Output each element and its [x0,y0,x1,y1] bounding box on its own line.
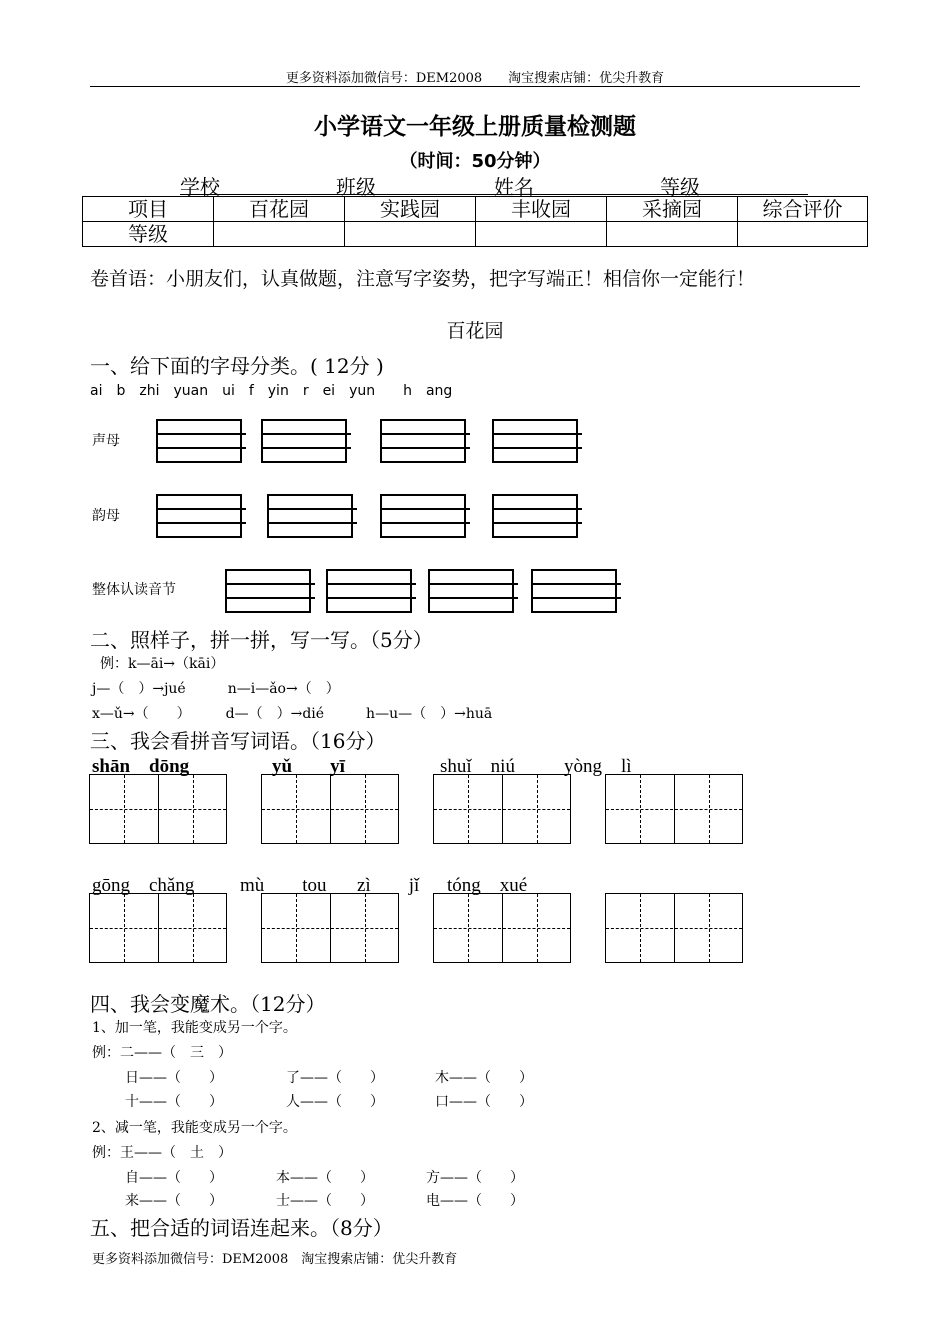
score-table [82,196,868,247]
score-cell[interactable] [214,222,345,247]
q4-item: 了——（ ） [286,1070,384,1086]
tianzige-grid[interactable] [433,774,571,844]
answer-box[interactable] [261,419,347,463]
class-label: 班级 [336,175,376,199]
score-cell[interactable] [738,222,868,247]
score-table-row-label: 等级 [83,222,214,247]
vowel-label: 韵母 [92,508,120,524]
answer-box[interactable] [267,494,353,538]
score-cell[interactable] [476,222,607,247]
tianzige-grid[interactable] [261,774,399,844]
score-table-header: 综合评价 [738,197,868,222]
q2-title: 二、照样子，拼一拼，写一写。（5分） [90,628,433,652]
q4-item: 电——（ ） [426,1193,524,1209]
q4-item: 十——（ ） [125,1094,223,1110]
section-title: 百花园 [446,320,504,342]
answer-box[interactable] [428,569,514,613]
score-table-grade-row [83,222,868,247]
tianzige-grid[interactable] [89,774,227,844]
page-subtitle: （时间：50分钟） [399,151,551,172]
answer-box[interactable] [326,569,412,613]
tianzige-grid[interactable] [605,774,743,844]
score-table-header: 项目 [83,197,214,222]
pinyin-label: yòng lì [564,756,632,777]
q4-item: 人——（ ） [286,1094,384,1110]
q4-example2: 例：王——（ 土 ） [92,1145,232,1161]
pinyin-label: gōng chǎng [92,875,195,896]
pinyin-label: mù tou [240,875,327,896]
grade-label: 等级 [660,175,700,199]
school-label: 学校 [180,175,220,199]
page-footer: 更多资料添加微信号：DEM2008 淘宝搜索店铺：优尖升教育 [92,1252,458,1267]
answer-box[interactable] [156,419,242,463]
pinyin-label: zì jǐ [357,875,420,896]
pinyin-label: tóng xué [447,875,528,896]
score-table-header-row [83,197,868,222]
page-title: 小学语文一年级上册质量检测题 [314,114,636,140]
answer-box[interactable] [225,569,311,613]
score-cell[interactable] [607,222,738,247]
answer-box[interactable] [531,569,617,613]
q4-item: 日——（ ） [125,1070,223,1086]
q4-item: 本——（ ） [276,1170,374,1186]
name-label: 姓名 [494,175,534,199]
q2-line2: x—ǔ→（ ） d—（ ）→dié h—u—（ ）→huā [92,706,493,722]
q4-item: 来——（ ） [125,1193,223,1209]
score-table-header: 百花园 [214,197,345,222]
info-underline [180,194,808,195]
q4-item: 自——（ ） [125,1170,223,1186]
answer-box[interactable] [492,419,578,463]
score-cell[interactable] [345,222,476,247]
tianzige-grid[interactable] [261,893,399,963]
q4-title: 四、我会变魔术。（12分） [90,992,326,1016]
header-rule [90,86,860,87]
q4-sub1: 1、加一笔，我能变成另一个字。 [92,1020,297,1036]
q1-letters: ai b zhi yuan ui f yin r ei yun h ang [90,383,453,399]
q4-item: 口——（ ） [435,1094,533,1110]
score-table-header: 采摘园 [607,197,738,222]
preface: 卷首语：小朋友们，认真做题，注意写字姿势，把字写端正！相信你一定能行！ [90,268,756,290]
score-table-header: 丰收园 [476,197,607,222]
page-header: 更多资料添加微信号：DEM2008 淘宝搜索店铺：优尖升教育 [285,71,665,86]
tianzige-grid[interactable] [605,893,743,963]
answer-box[interactable] [380,419,466,463]
answer-box[interactable] [380,494,466,538]
tianzige-grid[interactable] [89,893,227,963]
q3-title: 三、我会看拼音写词语。（16分） [90,729,386,753]
tianzige-grid[interactable] [433,893,571,963]
consonant-label: 声母 [92,433,120,449]
score-table-header: 实践园 [345,197,476,222]
pinyin-label: yǔ yī [272,756,345,777]
q5-title: 五、把合适的词语连起来。（8分） [90,1216,393,1240]
answer-box[interactable] [156,494,242,538]
whole-syllable-label: 整体认读音节 [92,582,176,598]
q4-example1: 例：二——（ 三 ） [92,1045,232,1061]
q4-item: 木——（ ） [435,1070,533,1086]
pinyin-label: shān dōng [92,756,190,777]
q2-line1: j—（ ）→jué n—i—ǎo→（ ） [92,681,340,697]
q2-example: 例：k—āi→（kāi） [100,656,225,672]
q4-sub2: 2、减一笔，我能变成另一个字。 [92,1120,297,1136]
pinyin-label: shuǐ niú [440,756,515,777]
q4-item: 方——（ ） [426,1170,524,1186]
q1-title: 一、给下面的字母分类。( 12分 ) [90,354,384,378]
answer-box[interactable] [492,494,578,538]
q4-item: 士——（ ） [276,1193,374,1209]
